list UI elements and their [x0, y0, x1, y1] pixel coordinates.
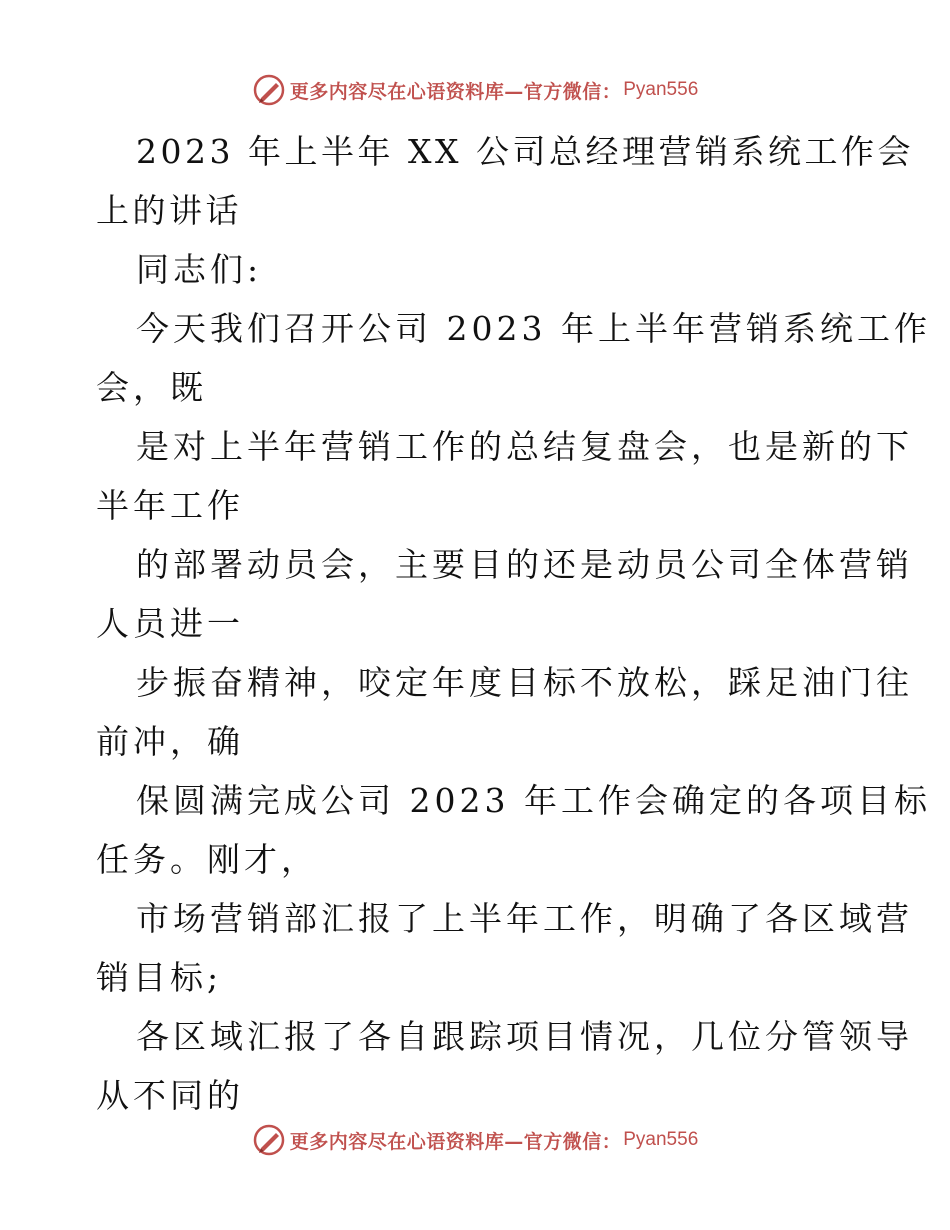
body-text-line: 人员进一 [96, 604, 244, 643]
body-text-line: 任务。刚才， [96, 840, 318, 879]
body-text-line: 销目标; [96, 958, 223, 997]
watermark-text: 更多内容尽在心语资料库—官方微信： [289, 80, 622, 103]
footer-watermark [0, 1120, 950, 1160]
greeting: 同志们: [136, 250, 263, 289]
body-text-line: 是对上半年营销工作的总结复盘会，也是新的下 [136, 427, 913, 466]
pen-logo-icon [252, 1123, 286, 1157]
watermark-wechat-id: Pyan556 [623, 1129, 699, 1150]
body-paragraphs [96, 299, 931, 1125]
body-text-line: 半年工作 [96, 486, 244, 525]
body-text-line: 各区域汇报了各自跟踪项目情况，几位分管领导 [136, 1017, 913, 1056]
document-body [96, 122, 931, 1125]
document-title-line-1: 2023 年上半年 XX 公司总经理营销系统工作会 [136, 132, 914, 171]
document-title-line-2: 上的讲话 [96, 191, 242, 230]
pen-logo-icon [252, 73, 286, 107]
body-text-line: 今天我们召开公司 2023 年上半年营销系统工作 [136, 309, 931, 348]
body-text-line: 步振奋精神，咬定年度目标不放松，踩足油门往 [136, 663, 913, 702]
body-text-line: 保圆满完成公司 2023 年工作会确定的各项目标 [136, 781, 931, 820]
body-text-line: 前冲，确 [96, 722, 244, 761]
watermark-text: 更多内容尽在心语资料库—官方微信： [289, 1130, 622, 1153]
body-text-line: 会，既 [96, 368, 207, 407]
body-text-line: 的部署动员会，主要目的还是动员公司全体营销 [136, 545, 913, 584]
body-text-line: 市场营销部汇报了上半年工作，明确了各区域营 [136, 899, 913, 938]
watermark-wechat-id: Pyan556 [623, 79, 699, 100]
header-watermark [0, 70, 950, 110]
body-text-line: 从不同的 [96, 1076, 244, 1115]
